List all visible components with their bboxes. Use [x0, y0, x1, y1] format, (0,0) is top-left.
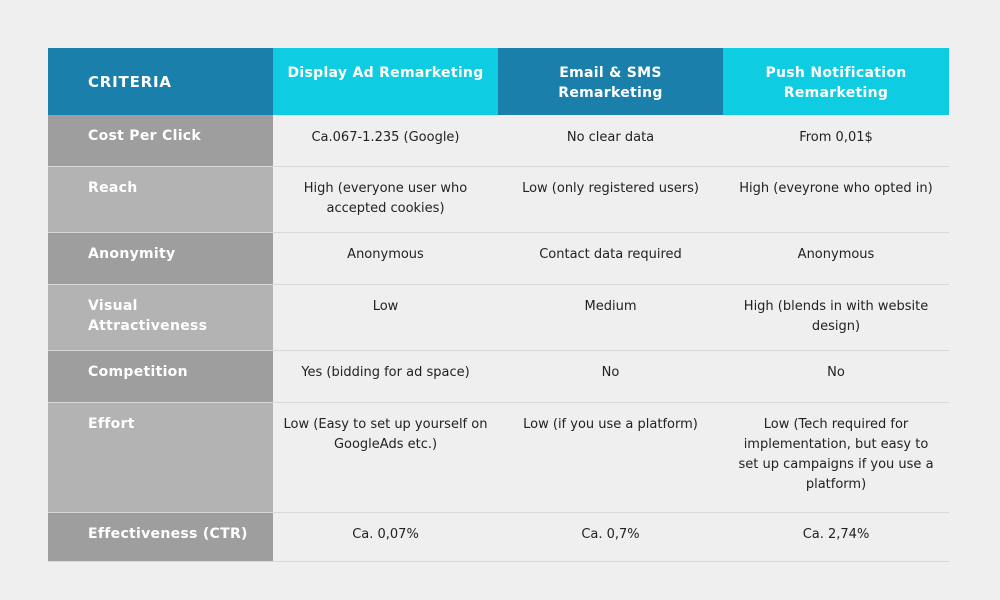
- table-row: [48, 285, 949, 351]
- criteria-competition: Competition: [48, 351, 273, 402]
- table-row: [48, 403, 949, 513]
- table-cell: Anonymous: [273, 233, 498, 284]
- table-cell: Medium: [498, 285, 723, 350]
- criteria-effectiveness: Effectiveness (CTR): [48, 513, 273, 561]
- criteria-cost-per-click: Cost Per Click: [48, 115, 273, 166]
- table-cell: Ca. 2,74%: [723, 513, 949, 561]
- table-row: [48, 513, 949, 562]
- comparison-table: [48, 48, 949, 562]
- criteria-effort: Effort: [48, 403, 273, 512]
- table-row: [48, 115, 949, 167]
- table-cell: No: [723, 351, 949, 402]
- table-row: [48, 351, 949, 403]
- table-cell: Anonymous: [723, 233, 949, 284]
- table-cell: Ca. 0,7%: [498, 513, 723, 561]
- header-push-notification: Push Notification Remarketing: [723, 48, 949, 115]
- table-header-row: [48, 48, 949, 115]
- table-cell: Low: [273, 285, 498, 350]
- table-cell: Low (Easy to set up yourself on GoogleAds etc.): [273, 403, 498, 512]
- table-cell: Ca. 0,07%: [273, 513, 498, 561]
- criteria-visual-attractiveness: Visual Attractiveness: [48, 285, 273, 350]
- table-cell: Contact data required: [498, 233, 723, 284]
- table-cell: Yes (bidding for ad space): [273, 351, 498, 402]
- criteria-anonymity: Anonymity: [48, 233, 273, 284]
- table-row: [48, 167, 949, 233]
- table-cell: High (everyone user who accepted cookies): [273, 167, 498, 232]
- header-display-ad: Display Ad Remarketing: [273, 48, 498, 115]
- table-cell: Low (only registered users): [498, 167, 723, 232]
- table-cell: High (blends in with website design): [723, 285, 949, 350]
- table-cell: High (eveyrone who opted in): [723, 167, 949, 232]
- table-row: [48, 233, 949, 285]
- table-cell: No: [498, 351, 723, 402]
- table-cell: From 0,01$: [723, 115, 949, 166]
- header-criteria: CRITERIA: [48, 48, 273, 115]
- table-cell: Low (Tech required for implementation, but easy to set up campaigns if you use a platform): [723, 403, 949, 512]
- table-cell: Ca.067-1.235 (Google): [273, 115, 498, 166]
- table-cell: No clear data: [498, 115, 723, 166]
- criteria-reach: Reach: [48, 167, 273, 232]
- table-cell: Low (if you use a platform): [498, 403, 723, 512]
- header-email-sms: Email & SMS Remarketing: [498, 48, 723, 115]
